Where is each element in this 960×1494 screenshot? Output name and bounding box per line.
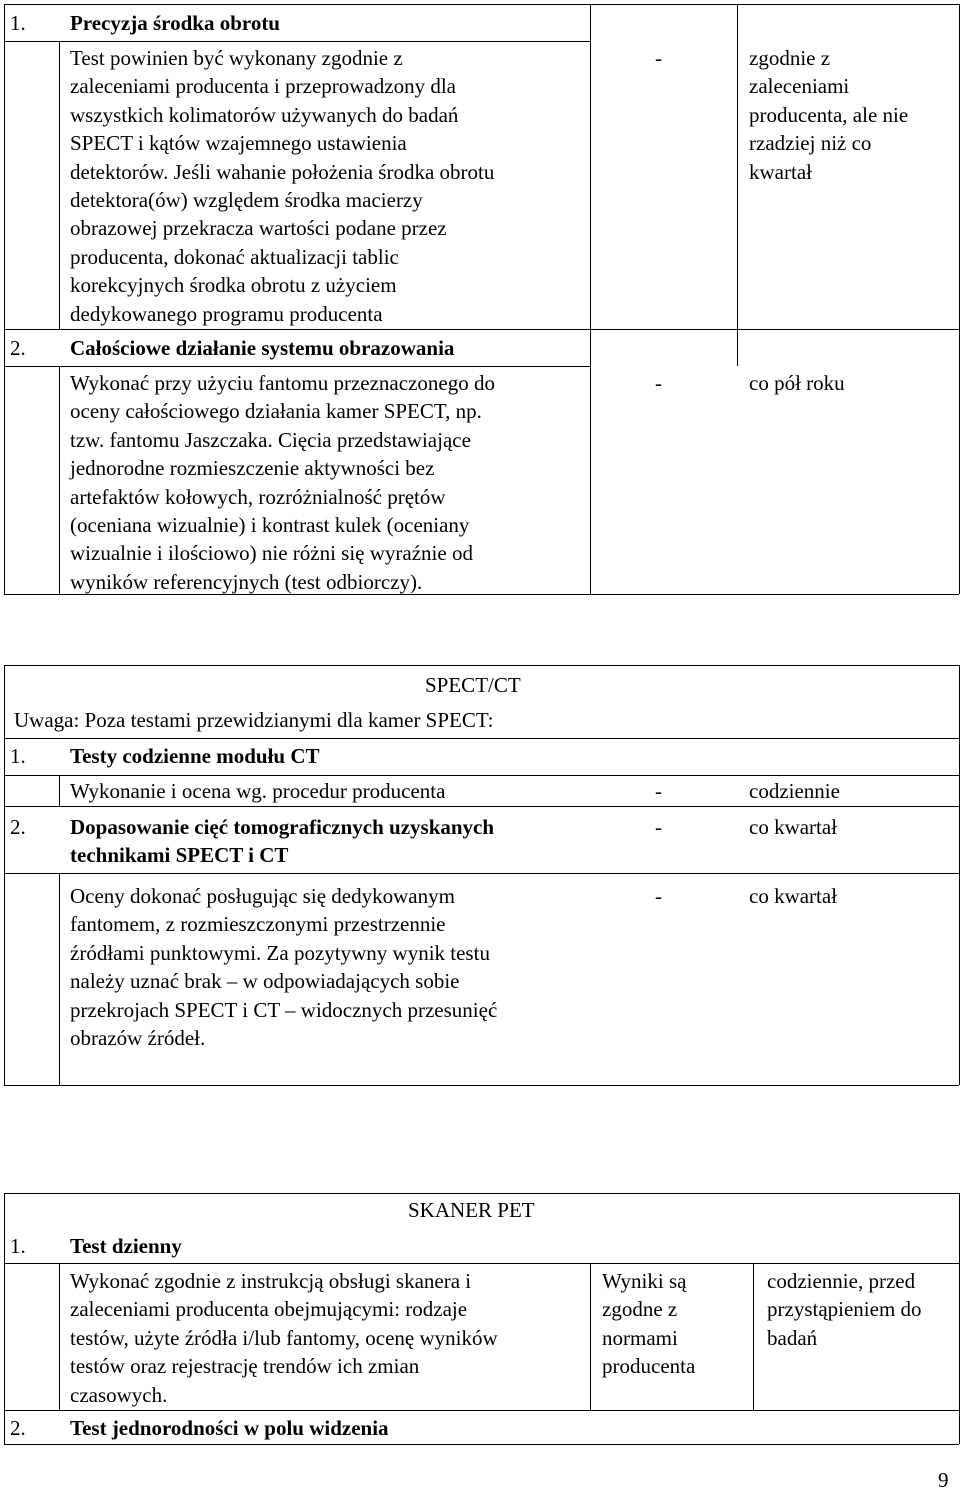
result-criterion: Wyniki są zgodne z normami producenta: [602, 1269, 696, 1379]
item-description: Test powinien być wykonany zgodnie z zaleceniami producenta i przeprowadzony dla wszystkich kolimatorów używanych do badań SPECT i kątów wzajemnego ustawienia detektorów. Jeśli wahanie położenia środka obrotu detektora(ów) względem środka macierzy obrazowej przekracza wartości podane przez producenta, dokonać aktualizacji tablic korekcyjnych środka obrotu z użyciem dedykowanego programu producenta: [70, 46, 495, 326]
item-title: Test dzienny: [70, 1234, 182, 1258]
table3-top-border: [4, 1193, 959, 1194]
frequency: co pół roku: [749, 371, 845, 395]
table2-left-border: [4, 665, 5, 1085]
table3-rule: [4, 1263, 959, 1264]
item-number: 2.: [10, 815, 26, 839]
table3-col-divider: [753, 1263, 754, 1410]
table2-top-border: [4, 665, 959, 666]
item-number: 1.: [10, 11, 26, 35]
table2-rule: [4, 775, 959, 776]
table1-rule: [4, 329, 959, 330]
table2-rule: [4, 738, 959, 739]
frequency: co kwartał: [749, 815, 838, 839]
dash: -: [655, 884, 662, 908]
table1-rule: [4, 366, 590, 367]
frequency: codziennie: [749, 779, 840, 803]
frequency: co kwartał: [749, 884, 838, 908]
table2-bottom-border: [4, 1085, 959, 1086]
item-number: 2.: [10, 1416, 26, 1440]
table2-rule: [4, 806, 959, 807]
section-title: SPECT/CT: [425, 673, 521, 697]
page-number: 9: [938, 1468, 949, 1492]
section-note: Uwaga: Poza testami przewidzianymi dla kamer SPECT:: [14, 708, 494, 732]
table1-col-divider: [737, 4, 738, 329]
table1-left-border: [4, 4, 5, 594]
item-description: Wykonać zgodnie z instrukcją obsługi skanera i zaleceniami producenta obejmującymi: rodzaje testów, użyte źródła i/lub fantomy, ocenę wyników testów oraz rejestrację trendów ich zmian czasowych.: [70, 1269, 498, 1407]
table1-col-divider: [590, 4, 591, 594]
table3-col-divider: [590, 1263, 591, 1410]
table2-indent-line: [59, 873, 60, 1085]
dash: -: [655, 815, 662, 839]
table1-rule: [4, 41, 590, 42]
dash: -: [655, 46, 662, 70]
table2-indent-line: [59, 775, 60, 806]
table1-col-divider: [737, 329, 738, 366]
item-description: Wykonać przy użyciu fantomu przeznaczonego do oceny całościowego działania kamer SPECT, np. tzw. fantomu Jaszczaka. Cięcia przedstawiające jednorodne rozmieszczenie aktywności bez artefaktów kołowych, rozróżnialność prętów (oceniana wizualnie) i kontrast kulek (oceniany wizualnie i ilościowo) nie różni się wyraźnie od wyników referencyjnych (test odbiorczy).: [70, 371, 495, 594]
section-title: SKANER PET: [408, 1198, 535, 1222]
table3-bottom-border: [4, 1444, 959, 1445]
table3-indent-line: [59, 1263, 60, 1410]
item-title: Precyzja środka obrotu: [70, 11, 280, 35]
item-number: 1.: [10, 744, 26, 768]
item-title: Testy codzienne modułu CT: [70, 744, 320, 768]
item-description: Wykonanie i ocena wg. procedur producenta: [70, 779, 446, 803]
frequency: codziennie, przed przystąpieniem do badań: [767, 1269, 922, 1350]
table3-left-border: [4, 1193, 5, 1444]
table1-indent-line: [59, 366, 60, 594]
table2-rule: [4, 873, 959, 874]
item-title: Całościowe działanie systemu obrazowania: [70, 336, 455, 360]
item-number: 1.: [10, 1234, 26, 1258]
table3-rule: [4, 1410, 959, 1411]
dash: -: [655, 371, 662, 395]
item-description: Oceny dokonać posługując się dedykowanym fantomem, z rozmieszczonymi przestrzennie źródłami punktowymi. Za pozytywny wynik testu należy uznać brak – w odpowiadających sobie przekrojach SPECT i CT – widocznych przesunięć obrazów źródeł.: [70, 884, 498, 1051]
item-number: 2.: [10, 336, 26, 360]
dash: -: [655, 779, 662, 803]
frequency: zgodnie z zaleceniami producenta, ale nie rzadziej niż co kwartał: [749, 46, 909, 184]
table1-indent-line: [59, 41, 60, 329]
table1-top-border: [4, 4, 959, 5]
item-title: Dopasowanie cięć tomograficznych uzyskanych technikami SPECT i CT: [70, 815, 495, 868]
item-title: Test jednorodności w polu widzenia: [70, 1416, 389, 1440]
